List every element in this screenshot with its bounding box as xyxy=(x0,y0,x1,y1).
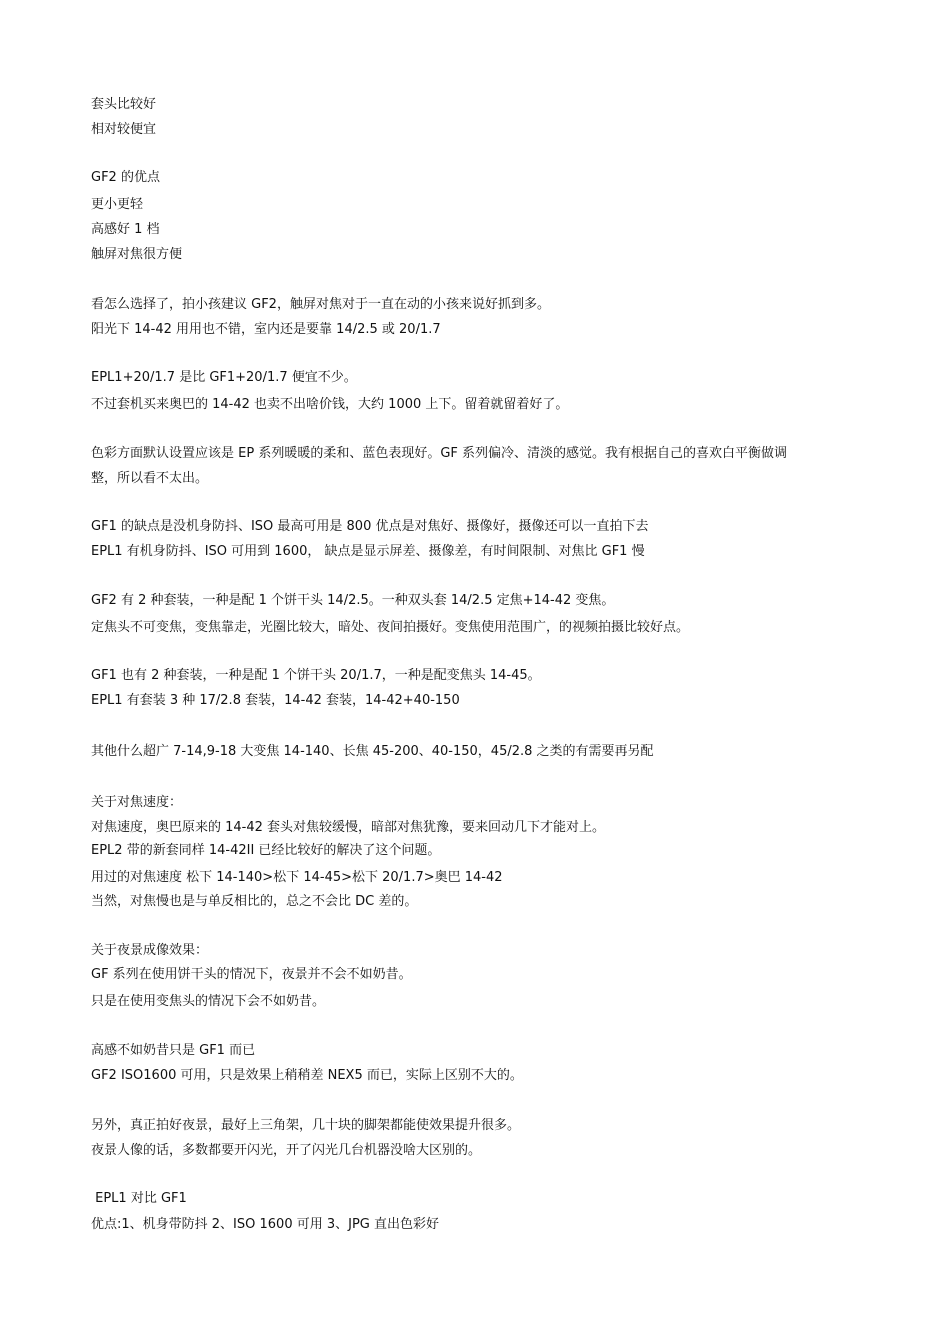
text-line: 相对较便宜 xyxy=(91,122,157,137)
text-line: 色彩方面默认设置应该是 EP 系列暖暖的柔和、蓝色表现好。GF 系列偏冷、清淡的感觉。我有根据自己的喜欢白平衡做调 xyxy=(91,446,788,461)
section-heading: EPL1 对比 GF1 xyxy=(91,1191,187,1206)
text-line: 定焦头不可变焦，变焦靠走，光圈比较大，暗处、夜间拍摄好。变焦使用范围广，的视频拍摄比较好点。 xyxy=(91,620,690,635)
section-heading: 关于夜景成像效果： xyxy=(91,943,209,958)
section-heading: GF2 的优点 xyxy=(91,170,160,185)
text-line: 看怎么选择了，拍小孩建议 GF2，触屏对焦对于一直在动的小孩来说好抓到多。 xyxy=(91,297,550,312)
text-line: EPL1 有机身防抖、ISO 可用到 1600， 缺点是显示屏差、摄像差，有时间限制、对焦比 GF1 慢 xyxy=(91,544,645,559)
text-line: 触屏对焦很方便 xyxy=(91,247,183,262)
text-line: EPL1 有套装 3 种 17/2.8 套装，14-42 套装，14-42+40-150 xyxy=(91,693,460,708)
text-line: 阳光下 14-42 用用也不错，室内还是要靠 14/2.5 或 20/1.7 xyxy=(91,322,441,337)
text-line: 不过套机买来奥巴的 14-42 也卖不出啥价钱，大约 1000 上下。留着就留着好了。 xyxy=(91,397,569,412)
text-line: 另外，真正拍好夜景，最好上三角架，几十块的脚架都能使效果提升很多。 xyxy=(91,1118,521,1133)
text-line: GF1 的缺点是没机身防抖、ISO 最高可用是 800 优点是对焦好、摄像好，摄像还可以一直拍下去 xyxy=(91,519,649,534)
text-line: 优点:1、机身带防抖 2、ISO 1600 可用 3、JPG 直出色彩好 xyxy=(91,1217,440,1232)
text-line: 当然，对焦慢也是与单反相比的，总之不会比 DC 差的。 xyxy=(91,894,418,909)
text-line: EPL2 带的新套同样 14-42II 已经比较好的解决了这个问题。 xyxy=(91,843,441,858)
text-line: 高感不如奶昔只是 GF1 而已 xyxy=(91,1043,256,1058)
text-line: 夜景人像的话，多数都要开闪光，开了闪光几台机器没啥大区别的。 xyxy=(91,1143,482,1158)
text-line: GF 系列在使用饼干头的情况下，夜景并不会不如奶昔。 xyxy=(91,967,412,982)
text-line: 只是在使用变焦头的情况下会不如奶昔。 xyxy=(91,994,326,1009)
text-line: 套头比较好 xyxy=(91,97,157,112)
text-line: 更小更轻 xyxy=(91,197,144,212)
text-line: GF2 有 2 种套装，一种是配 1 个饼干头 14/2.5。一种双头套 14/2.5 定焦+14-42 变焦。 xyxy=(91,593,615,608)
text-line: 高感好 1 档 xyxy=(91,222,160,237)
text-line: EPL1+20/1.7 是比 GF1+20/1.7 便宜不少。 xyxy=(91,370,357,385)
text-line: 其他什么超广 7-14,9-18 大变焦 14-140、长焦 45-200、40-150，45/2.8 之类的有需要再另配 xyxy=(91,744,654,759)
section-heading: 关于对焦速度： xyxy=(91,795,183,810)
text-line: 对焦速度，奥巴原来的 14-42 套头对焦较缓慢，暗部对焦犹豫，要来回动几下才能对上。 xyxy=(91,820,606,835)
text-line: GF1 也有 2 种套装，一种是配 1 个饼干头 20/1.7，一种是配变焦头 14-45。 xyxy=(91,668,541,683)
text-line: 用过的对焦速度 松下 14-140>松下 14-45>松下 20/1.7>奥巴 14-42 xyxy=(91,870,503,885)
text-line: GF2 ISO1600 可用，只是效果上稍稍差 NEX5 而已，实际上区别不大的。 xyxy=(91,1068,523,1083)
text-line: 整，所以看不太出。 xyxy=(91,471,209,486)
